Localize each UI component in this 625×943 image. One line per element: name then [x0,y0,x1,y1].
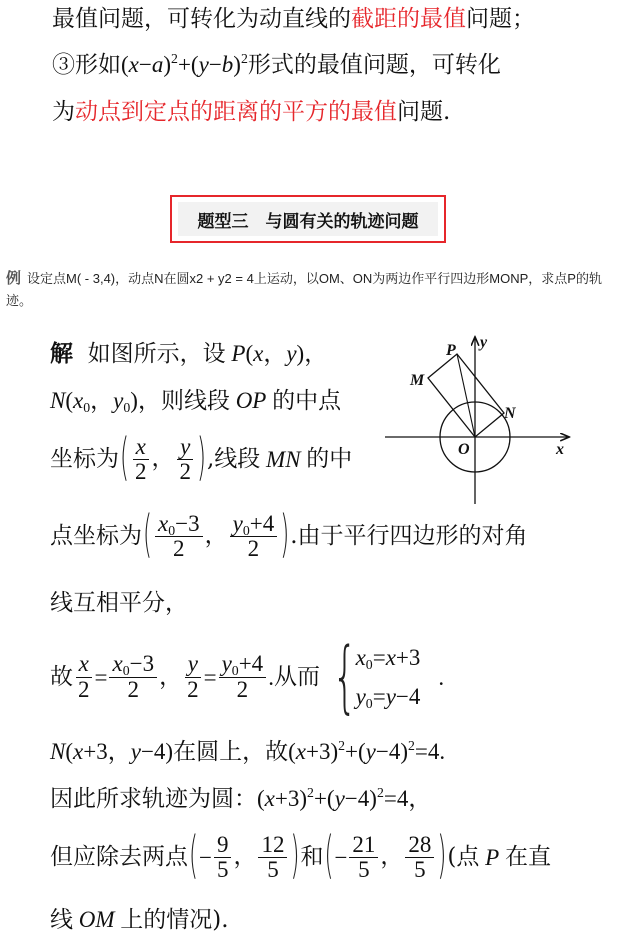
solution-l6b: 从而 [273,663,320,690]
label-y: y [480,334,488,351]
diagonal-op [457,354,475,437]
example-tag: 例 [6,270,22,287]
solution-l9d: 在直 [504,844,551,871]
label-n: N [504,405,516,422]
label-x: x [556,441,564,458]
frac-x0-minus-3: $\frac{x_0-3}{2}$ [155,512,203,561]
solution-l4a: 点坐标为 [50,523,142,550]
intro-line-3 [52,101,450,124]
frac-x0-minus-3-b: $\frac{x_0-3}{2}$ [109,652,157,701]
solution-l3c: 的中 [306,446,353,473]
intro-line-1-end: 问题； [466,6,535,32]
frac-12-5: $\frac{12}{5}$ [258,833,287,882]
frac-21-5: $\frac{21}{5}$ [349,833,378,882]
solution-l9c: (点 [447,844,480,871]
solution-line-7 [50,740,445,764]
solution-l7b: 在圆上，故 [173,739,289,765]
solution-line-1 [50,342,327,366]
solution-l10b: 上的情况). [120,907,229,933]
solution-l10a: 线 [50,907,73,933]
frac-28-5: $\frac{28}{5}$ [405,833,434,882]
system-brace: { [332,632,358,723]
segment-mn: MN [266,447,301,473]
solution-l6a: 故 [50,663,73,690]
solution-line-4: 点坐标为( $\frac{x_0-3}{2}$ ， $\frac{y_0+4}{2}$ ).由于平行四边形的对角 [50,506,528,565]
solution-line-3: 坐标为( $\frac{x}{2}$ ， $\frac{y}{2}$ ),线段 MN 的中 [50,429,353,488]
frac-y0-plus-4-b: $\frac{y_0+4}{2}$ [219,652,267,701]
intro-line-2-a: 形如 [75,52,121,78]
solution-l9a: 但应除去两点 [50,844,188,871]
point-p-def: P(x，y)， [231,341,328,366]
point-n-sub: N(x+3，y−4) [50,739,174,764]
solution-l2c: 的中点 [272,388,342,414]
frac-x-2-b: $\frac{x}{2}$ [75,652,93,701]
intro-line-3-highlight: 动点到定点的距离的平方的最值 [75,99,397,125]
intro-line-1 [52,8,535,31]
section-header [170,195,446,243]
example-paragraph [6,268,618,312]
frac-9-5: $\frac{9}{5}$ [214,833,232,882]
solution-l1: 如图所示，设 [87,341,226,367]
point-n-def: $N(x_0$，$y_0$) [50,388,138,416]
section-title: 题型三 与圆有关的轨迹问题 [178,202,438,236]
label-m: M [410,372,425,389]
intro-line-2 [52,53,501,77]
solution-line-5 [50,592,188,615]
frac-y0-plus-4: $\frac{y_0+4}{2}$ [230,512,278,561]
intro-line-3-end: 问题. [397,99,451,125]
intro-line-1-highlight: 截距的最值 [351,6,466,32]
intro-line-1-start: 最值问题，可转化为动直线的 [52,6,351,32]
frac-x-2: $\frac{x}{2}$ [132,435,150,484]
solution-line-2 [50,388,342,416]
segment-om: OM [78,907,115,932]
equation-system: $x_0=x+3$ $y_0=y-4$ [355,645,421,712]
solution-l2b: ，则线段 [137,388,230,414]
label-p: P [446,342,456,359]
intro-line-3-a: 为 [52,99,75,125]
frac-y-2: $\frac{y}{2}$ [176,435,194,484]
solution-line-10 [50,908,229,932]
solution-line-8 [50,787,431,811]
label-o: O [458,441,470,458]
solution-label: 解 [50,340,73,367]
geometry-figure [380,330,580,508]
example-text: 设定点M( - 3,4)，动点N在圆x2 + y2 = 4上运动，以OM、ON为两边作平行四边形MONP，求点P的轨迹。 [6,271,602,308]
frac-y-2-b: $\frac{y}{2}$ [184,652,202,701]
solution-l5: 线互相平分， [50,590,188,616]
solution-l9b: 和 [300,844,324,871]
solution-l3a: 坐标为 [50,446,119,473]
circle-eq-2: $(x+3)^2+(y-4)^2=4$， [257,785,432,811]
solution-line-6: 故 $\frac{x}{2}$ = $\frac{x_0-3}{2}$ ， $\frac{y}{2}$ = $\frac{y_0+4}{2}$ . 从而 { $x_0=x+3$ $y_0=y-4$ . [50,632,445,723]
solution-l8a: 因此所求轨迹为圆： [50,786,257,812]
circled-number: ③ [52,52,75,78]
segment-op: OP [235,388,267,413]
solution-l3b: 线段 [214,446,261,473]
solution-line-9: 但应除去两点(− $\frac{9}{5}$ ， $\frac{12}{5}$ )和(− $\frac{21}{5}$ ， $\frac{28}{5}$ )(点 P 在直 [50,827,551,886]
intro-line-2-b: 形式的最值问题，可转化 [247,52,501,78]
solution-l4b: .由于平行四边形的对角 [290,523,528,550]
formula-form: $(x-a)^2+(y-b)^2$ [121,51,248,77]
circle-eq-1: $(x+3)^2+(y-4)^2=4$. [288,738,446,764]
